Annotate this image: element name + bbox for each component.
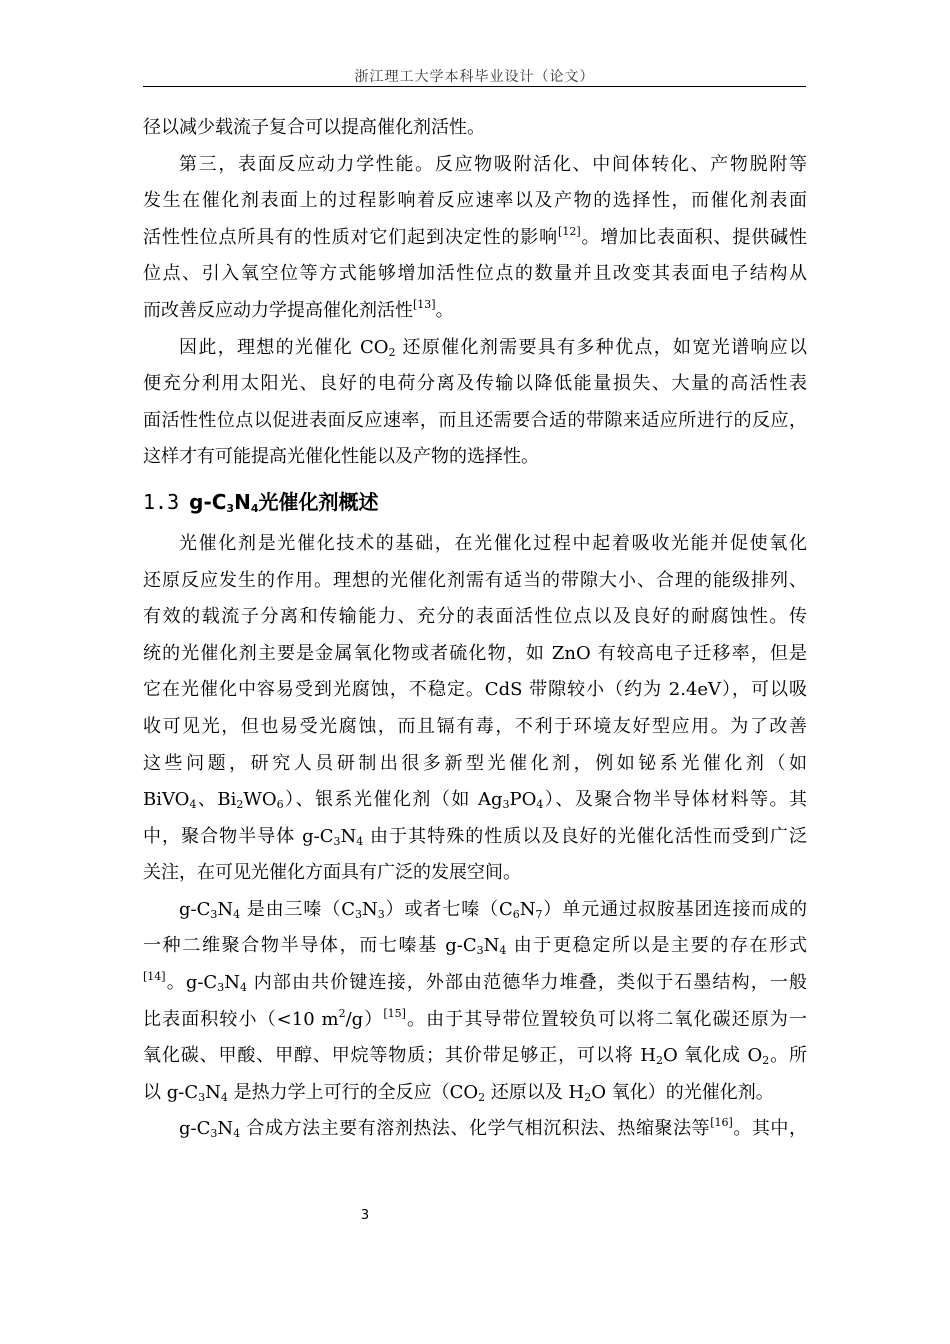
paragraph-5 (143, 892, 807, 1112)
text-line: 光催化剂是光催化技术的基础，在光催化过程中起着吸收光能并促使氧化 (179, 532, 807, 554)
citation-13: [13] (413, 297, 436, 311)
citation-15: [15] (383, 1006, 406, 1020)
text-line: 而改善反应动力学提高催化剂活性[13]。 (143, 297, 454, 321)
text-line: 有效的载流子分离和传输能力、充分的表面活性位点以及良好的耐腐蚀性。传 (143, 606, 807, 628)
text-line: $g-C_3N_4$ 是由三嗪$(C_3N_3)$或者七嗪$(C_6N_7)$单元通过叔胺基团连接而成的 (179, 898, 807, 921)
paragraph-1 (143, 110, 807, 147)
citation-16: [16] (710, 1116, 733, 1130)
text-line: 它在光催化中容易受到光腐蚀，不稳定。CdS 带隙较小（约为 2.4eV），可以吸 (143, 679, 807, 701)
page-number: 3 (360, 1208, 370, 1223)
paragraph-4 (143, 526, 807, 892)
text-line: [14]。$g-C_3N_4$ 内部由共价键连接，外部由范德华力堆叠，类似于石墨结构，一般 (143, 970, 807, 995)
text-line: 比表面积较小（<10 $m^2/g)[15]$。由于其导带位置较负可以将二氧化碳还原为一 (143, 1006, 808, 1030)
text-line: BiVO$_4$、$Bi_2WO_6$）、银系光催化剂（如 $Ag_3PO_4$）、及聚合物半导体材料等。其 (143, 789, 808, 812)
text-line: 氧化碳、甲酸、甲醇、甲烷等物质；其价带足够正，可以将 $H_2O$ 氧化成 $O_2$。所 (143, 1045, 807, 1068)
paragraph-3 (143, 330, 807, 476)
text-line: 活性性位点所具有的性质对它们起到决定性的影响[12]。增加比表面积、提供碱性 (143, 224, 808, 248)
text-line: 位点、引入氧空位等方式能够增加活性位点的数量并且改变其表面电子结构从 (143, 263, 807, 285)
page-body (143, 110, 807, 1148)
text-line: 中，聚合物半导体 $g-C_3N_4$ 由于其特殊的性质以及良好的光催化活性而受到广泛 (143, 825, 807, 848)
text-line: 关注，在可见光催化方面具有广泛的发展空间。 (143, 862, 521, 884)
citation-14: [14] (143, 970, 166, 984)
header-rule (143, 86, 806, 87)
text-line: 发生在催化剂表面上的过程影响着反应速率以及产物的选择性，而催化剂表面 (143, 190, 807, 212)
paragraph-2 (143, 147, 807, 330)
text-line: 这样才有可能提高光催化性能以及产物的选择性。 (143, 446, 539, 468)
text-line: 第三，表面反应动力学性能。反应物吸附活化、中间体转化、产物脱附等 (179, 153, 807, 175)
text-line: 一种二维聚合物半导体，而七嗪基 $g-C_3N_4$ 由于更稳定所以是主要的存在形式 (143, 935, 807, 958)
section-heading: 1.3 $g-C_3N_4$光催化剂概述 (143, 489, 379, 515)
text-line: 径以减少载流子复合可以提高催化剂活性。 (143, 117, 485, 138)
text-line: $g-C_3N_4$ 合成方法主要有溶剂热法、化学气相沉积法、热缩聚法等[16]。其中， (179, 1116, 807, 1141)
running-header: 浙江理工大学本科毕业设计（论文） (354, 69, 595, 85)
text-line: 便充分利用太阳光、良好的电荷分离及传输以降低能量损失、大量的高活性表 (143, 373, 807, 395)
text-line: 面活性性位点以促进表面反应速率，而且还需要合适的带隙来适应所进行的反应， (143, 409, 807, 431)
citation-12: [12] (558, 224, 581, 238)
text-line: 以 $g-C_3N_4$ 是热力学上可行的全反应（$CO_2$ 还原以及 $H_2O$ 氧化）的光催化剂。 (143, 1081, 774, 1104)
text-line: 这些问题，研究人员研制出很多新型光催化剂，例如铋系光催化剂（如 (143, 752, 807, 774)
paragraph-6 (143, 1111, 807, 1148)
text-line: 因此，理想的光催化 $CO_2$ 还原催化剂需要具有多种优点，如宽光谱响应以 (179, 336, 807, 359)
text-line: 收可见光，但也易受光腐蚀，而且镉有毒，不利于环境友好型应用。为了改善 (143, 715, 807, 737)
text-line: 统的光催化剂主要是金属氧化物或者硫化物，如 ZnO 有较高电子迁移率，但是 (143, 642, 807, 664)
section-number: 1.3 (143, 489, 180, 514)
text-line: 还原反应发生的作用。理想的光催化剂需有适当的带隙大小、合理的能级排列、 (143, 569, 807, 591)
